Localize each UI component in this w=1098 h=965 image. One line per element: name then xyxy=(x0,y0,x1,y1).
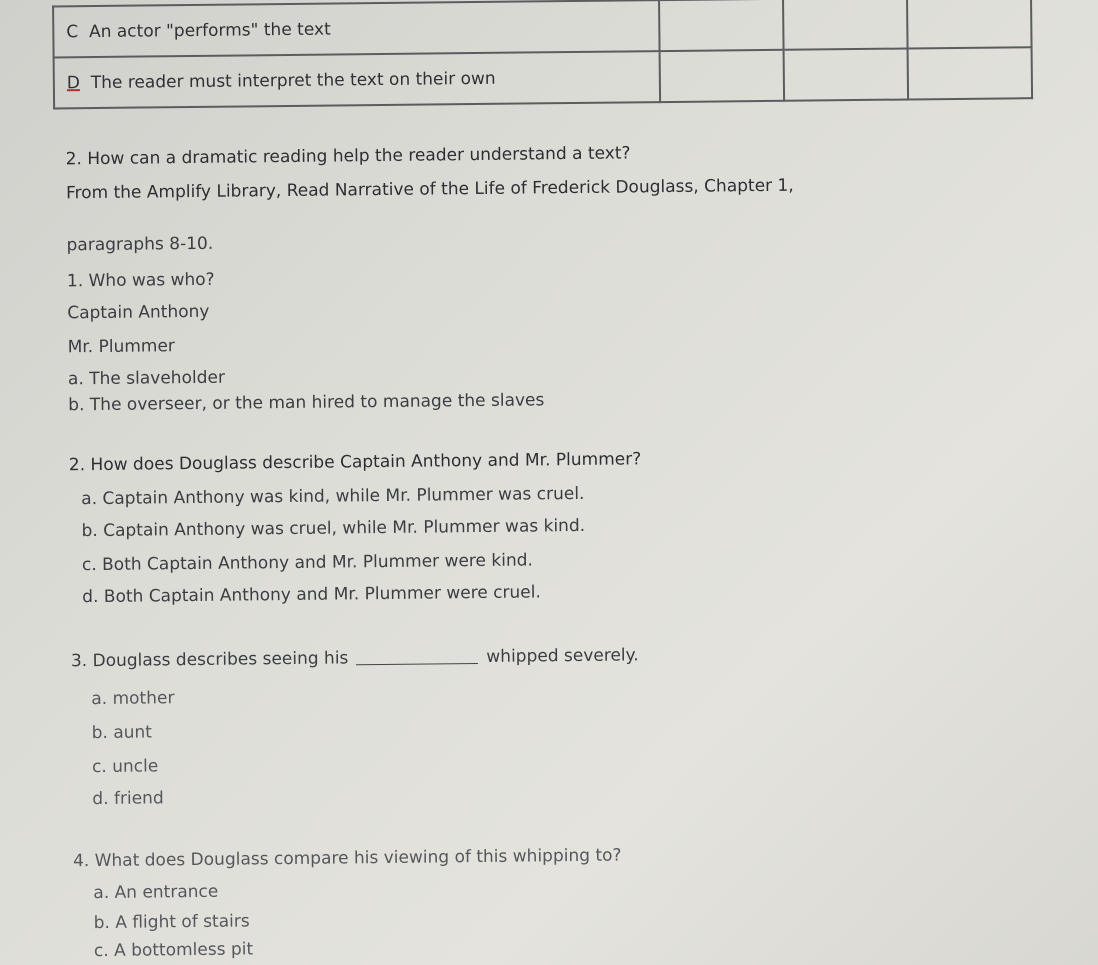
table-cell xyxy=(659,0,784,51)
q1-option-a xyxy=(68,368,225,390)
instructions-line-2: paragraphs 8-10. xyxy=(66,233,214,256)
option-label: C xyxy=(66,21,79,42)
q4-option-b: b. A flight of stairs xyxy=(93,911,250,934)
q4-option-a: a. An entrance xyxy=(93,881,219,904)
table-cell xyxy=(659,50,784,102)
option-text: The reader must interpret the text on their own xyxy=(90,68,496,93)
table-cell xyxy=(783,48,908,100)
option-label: a. xyxy=(67,369,84,390)
table-cell xyxy=(907,0,1032,48)
q1-name-plummer: Mr. Plummer xyxy=(67,336,175,358)
q3-prompt-after: whipped severely. xyxy=(486,645,639,667)
q2-option-b: b. Captain Anthony was cruel, while Mr. Plummer was kind. xyxy=(81,515,586,542)
option-text: An actor "performs" the text xyxy=(88,19,331,42)
answer-blank xyxy=(356,663,478,665)
q1-prompt: 1. Who was who? xyxy=(66,269,215,292)
q2-option-a: a. Captain Anthony was kind, while Mr. Plummer was cruel. xyxy=(81,483,585,510)
q1-name-anthony: Captain Anthony xyxy=(67,301,210,324)
option-text: The slaveholder xyxy=(89,367,225,390)
q2-option-c: c. Both Captain Anthony and Mr. Plummer were kind. xyxy=(81,550,534,576)
option-label: D xyxy=(66,72,81,93)
q3-prompt xyxy=(71,645,639,671)
table-row xyxy=(54,47,1032,108)
q4-prompt: 4. What does Douglass compare his viewing of this whipping to? xyxy=(72,845,622,872)
q2-option-d: d. Both Captain Anthony and Mr. Plummer were cruel. xyxy=(82,582,541,608)
instructions-line-1: From the Amplify Library, Read Narrative of the Life of Frederick Douglass, Chapter 1, xyxy=(65,175,794,204)
option-label: b. xyxy=(68,395,85,416)
table-cell xyxy=(907,47,1032,99)
q4-option-c: c. A bottomless pit xyxy=(93,939,254,962)
q3-option-a: a. mother xyxy=(91,688,175,710)
answer-table xyxy=(52,0,1033,109)
option-text: The overseer, or the man hired to manage the slaves xyxy=(89,390,545,416)
q3-prompt-before: 3. Douglass describes seeing his xyxy=(70,648,349,672)
table-cell-option-d xyxy=(54,51,660,108)
q1-option-b xyxy=(68,390,544,415)
q3-option-c: c. uncle xyxy=(91,756,159,778)
q3-option-d: d. friend xyxy=(92,788,164,810)
table-cell xyxy=(783,0,908,50)
question-heading: 2. How can a dramatic reading help the reader understand a text? xyxy=(65,143,631,170)
table-cell-option-c xyxy=(53,0,659,57)
q2-prompt: 2. How does Douglass describe Captain Anthony and Mr. Plummer? xyxy=(68,449,642,476)
q3-option-b: b. aunt xyxy=(91,722,153,744)
